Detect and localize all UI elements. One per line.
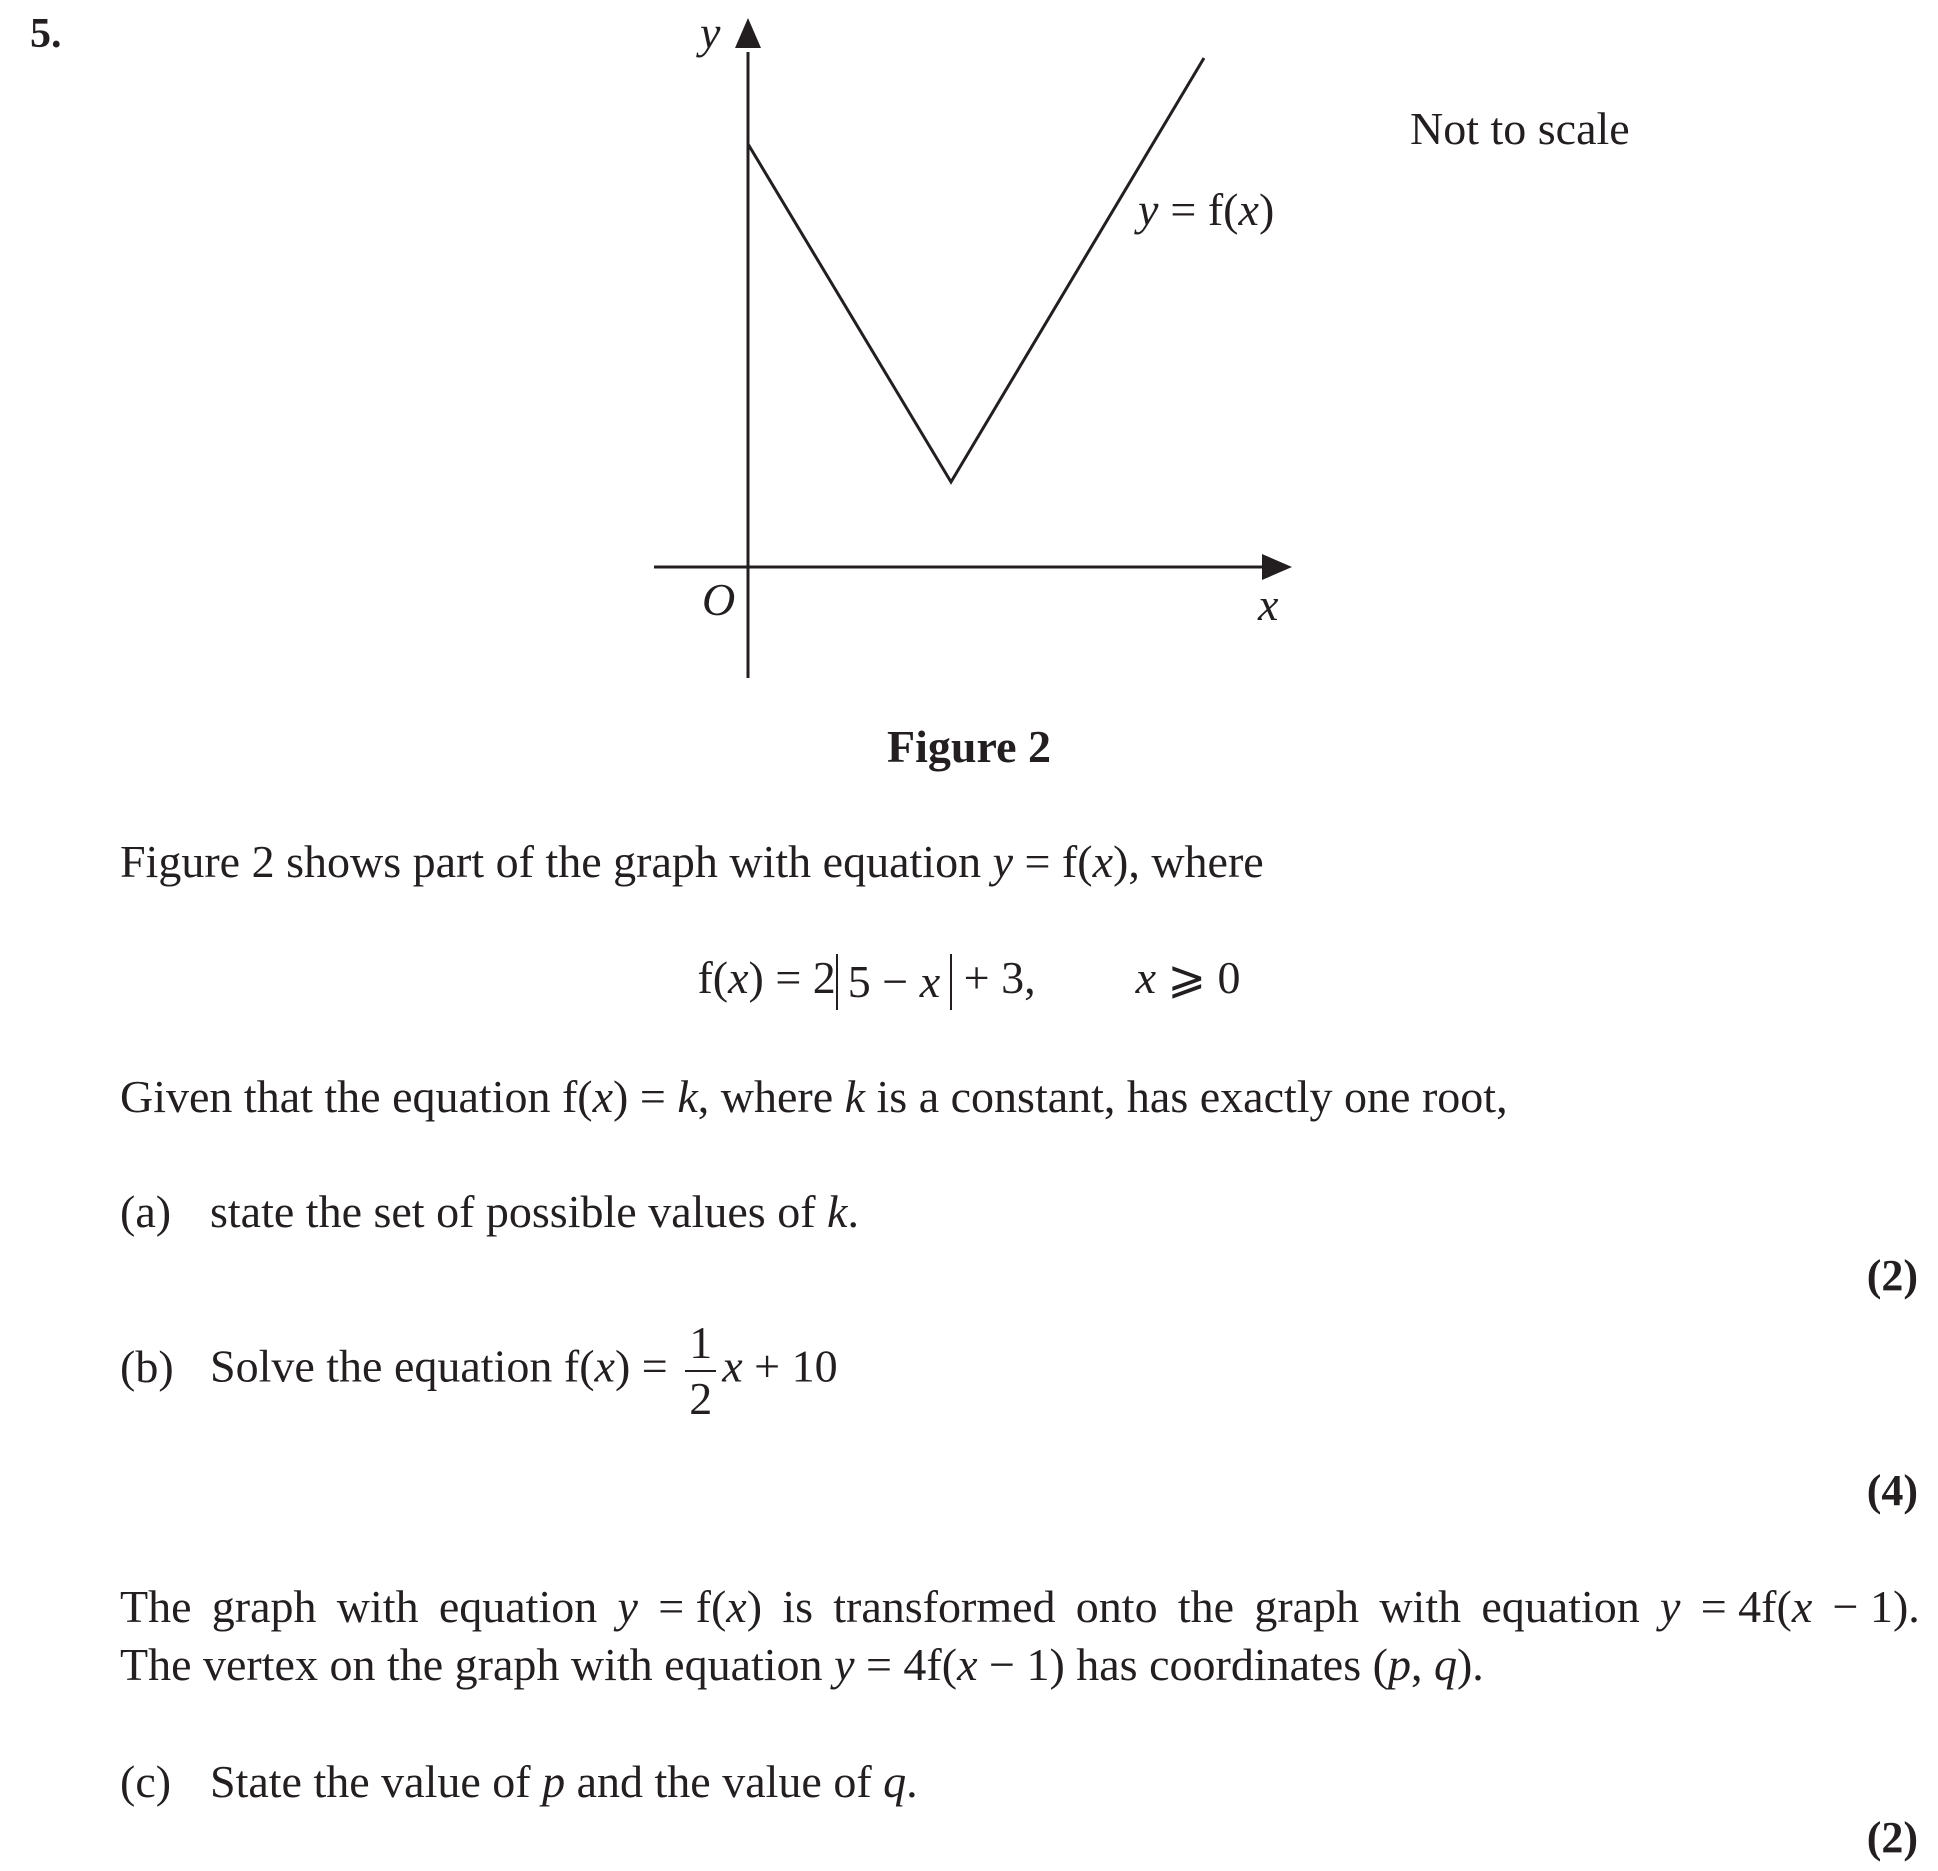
figure-graph bbox=[0, 0, 1938, 700]
part-b-marks: (4) bbox=[1866, 1466, 1918, 1515]
part-c-mid: and the value of bbox=[565, 1756, 884, 1807]
transform-y: y bbox=[617, 1581, 638, 1632]
part-b-x: x bbox=[594, 1340, 615, 1392]
transform-word: equation bbox=[1481, 1581, 1640, 1632]
x-axis-arrowhead bbox=[1262, 554, 1292, 580]
given-text-3: , where bbox=[697, 1071, 845, 1122]
intro-eq: = f( bbox=[1012, 836, 1093, 887]
abs-inner: 5 − bbox=[847, 956, 920, 1008]
given-text-4: is a constant, has exactly one root, bbox=[865, 1071, 1508, 1122]
origin-label: O bbox=[702, 574, 736, 625]
transform-4f bbox=[1701, 1580, 1813, 1633]
curve-label bbox=[1134, 184, 1274, 235]
vertex-text-2: − 1) has coordinates ( bbox=[977, 1639, 1388, 1690]
vertex-end: ). bbox=[1456, 1639, 1484, 1690]
eq-x: x bbox=[728, 952, 749, 1003]
transform-word: equation bbox=[438, 1581, 598, 1632]
curve-label-x: x bbox=[1238, 184, 1259, 235]
fraction-denominator: 2 bbox=[689, 1373, 713, 1424]
part-c-p: p bbox=[542, 1756, 566, 1807]
transform-y2: y bbox=[1660, 1581, 1681, 1632]
transform-word: the bbox=[1177, 1581, 1235, 1632]
transform-eq: = f( bbox=[658, 1581, 727, 1632]
given-x: x bbox=[592, 1071, 614, 1122]
transform-word: with bbox=[336, 1581, 419, 1632]
part-a bbox=[120, 1185, 859, 1238]
y-axis-arrowhead bbox=[735, 18, 761, 48]
transform-x2: x bbox=[1791, 1581, 1813, 1632]
transform-line-1 bbox=[120, 1580, 1920, 1633]
part-a-end: . bbox=[847, 1186, 859, 1237]
eq-tail: + 3, bbox=[952, 952, 1036, 1003]
part-a-marks: (2) bbox=[1866, 1251, 1918, 1300]
intro-x: x bbox=[1092, 836, 1113, 887]
vertex-statement bbox=[120, 1638, 1484, 1691]
part-b-label: (b) bbox=[120, 1340, 174, 1392]
y-axis-label: y bbox=[700, 7, 721, 58]
domain-rest: ⩾ 0 bbox=[1156, 952, 1241, 1003]
intro-where: ), where bbox=[1113, 836, 1264, 887]
vertex-comma: , bbox=[1410, 1639, 1434, 1690]
vertex-q: q bbox=[1433, 1639, 1457, 1690]
transform-word: graph bbox=[211, 1581, 317, 1632]
transform-word: onto bbox=[1075, 1581, 1158, 1632]
part-c bbox=[120, 1755, 918, 1808]
transform-x: x bbox=[726, 1581, 747, 1632]
transform-word: transformed bbox=[833, 1581, 1056, 1632]
given-k: k bbox=[677, 1071, 698, 1122]
part-c-label: (c) bbox=[120, 1756, 172, 1807]
eq-f: f( bbox=[697, 952, 729, 1003]
intro-text: Figure 2 shows part of the graph with equation bbox=[120, 836, 993, 887]
transform-fx bbox=[658, 1580, 762, 1633]
part-a-k: k bbox=[827, 1186, 848, 1237]
intro-paragraph bbox=[120, 835, 1264, 888]
part-b-tail: + 10 bbox=[742, 1340, 838, 1392]
abs-inner-x: x bbox=[919, 956, 941, 1008]
part-b-eq: ) = bbox=[614, 1340, 680, 1392]
figure-caption: Figure 2 bbox=[887, 721, 1051, 772]
curve-y-equals-f-x bbox=[748, 58, 1204, 482]
curve-label-eq: = f( bbox=[1170, 184, 1239, 235]
question-number: 5. bbox=[30, 11, 62, 57]
part-c-q: q bbox=[883, 1756, 907, 1807]
part-a-label: (a) bbox=[120, 1186, 172, 1237]
part-b bbox=[120, 1317, 838, 1424]
transform-word: The bbox=[120, 1581, 192, 1632]
vertex-p: p bbox=[1387, 1639, 1411, 1690]
fraction-one-half bbox=[685, 1317, 716, 1424]
part-c-marks: (2) bbox=[1866, 1813, 1918, 1862]
given-text-2: ) = bbox=[613, 1071, 678, 1122]
fraction-numerator: 1 bbox=[685, 1320, 716, 1372]
vertex-x: x bbox=[957, 1639, 978, 1690]
given-statement bbox=[120, 1070, 1508, 1123]
transform-word: with bbox=[1379, 1581, 1462, 1632]
x-axis-label: x bbox=[1258, 579, 1279, 630]
not-to-scale-note: Not to scale bbox=[1410, 103, 1630, 154]
part-b-x2: x bbox=[722, 1340, 743, 1392]
part-c-text: State the value of bbox=[210, 1756, 543, 1807]
curve-label-y: y bbox=[1138, 184, 1159, 235]
absolute-value bbox=[836, 954, 952, 1010]
eq-equals: ) = 2 bbox=[748, 952, 836, 1003]
transform-4f-text: = 4f( bbox=[1700, 1581, 1792, 1632]
function-definition bbox=[0, 950, 1938, 1010]
transform-end: − 1). bbox=[1832, 1581, 1920, 1632]
vertex-eq: = 4f( bbox=[854, 1639, 958, 1690]
part-a-text: state the set of possible values of bbox=[210, 1186, 828, 1237]
vertex-y: y bbox=[834, 1639, 855, 1690]
part-b-text: Solve the equation f( bbox=[210, 1340, 595, 1392]
intro-y: y bbox=[992, 836, 1013, 887]
transform-close: ) bbox=[746, 1581, 763, 1632]
given-text-1: Given that the equation f( bbox=[120, 1071, 593, 1122]
given-k2: k bbox=[844, 1071, 866, 1122]
transform-word: graph bbox=[1254, 1581, 1360, 1632]
domain-x: x bbox=[1135, 952, 1157, 1003]
vertex-text: The vertex on the graph with equation bbox=[120, 1639, 835, 1690]
transform-word: is bbox=[782, 1581, 813, 1632]
part-c-end: . bbox=[906, 1756, 918, 1807]
curve-label-close: ) bbox=[1258, 184, 1275, 235]
